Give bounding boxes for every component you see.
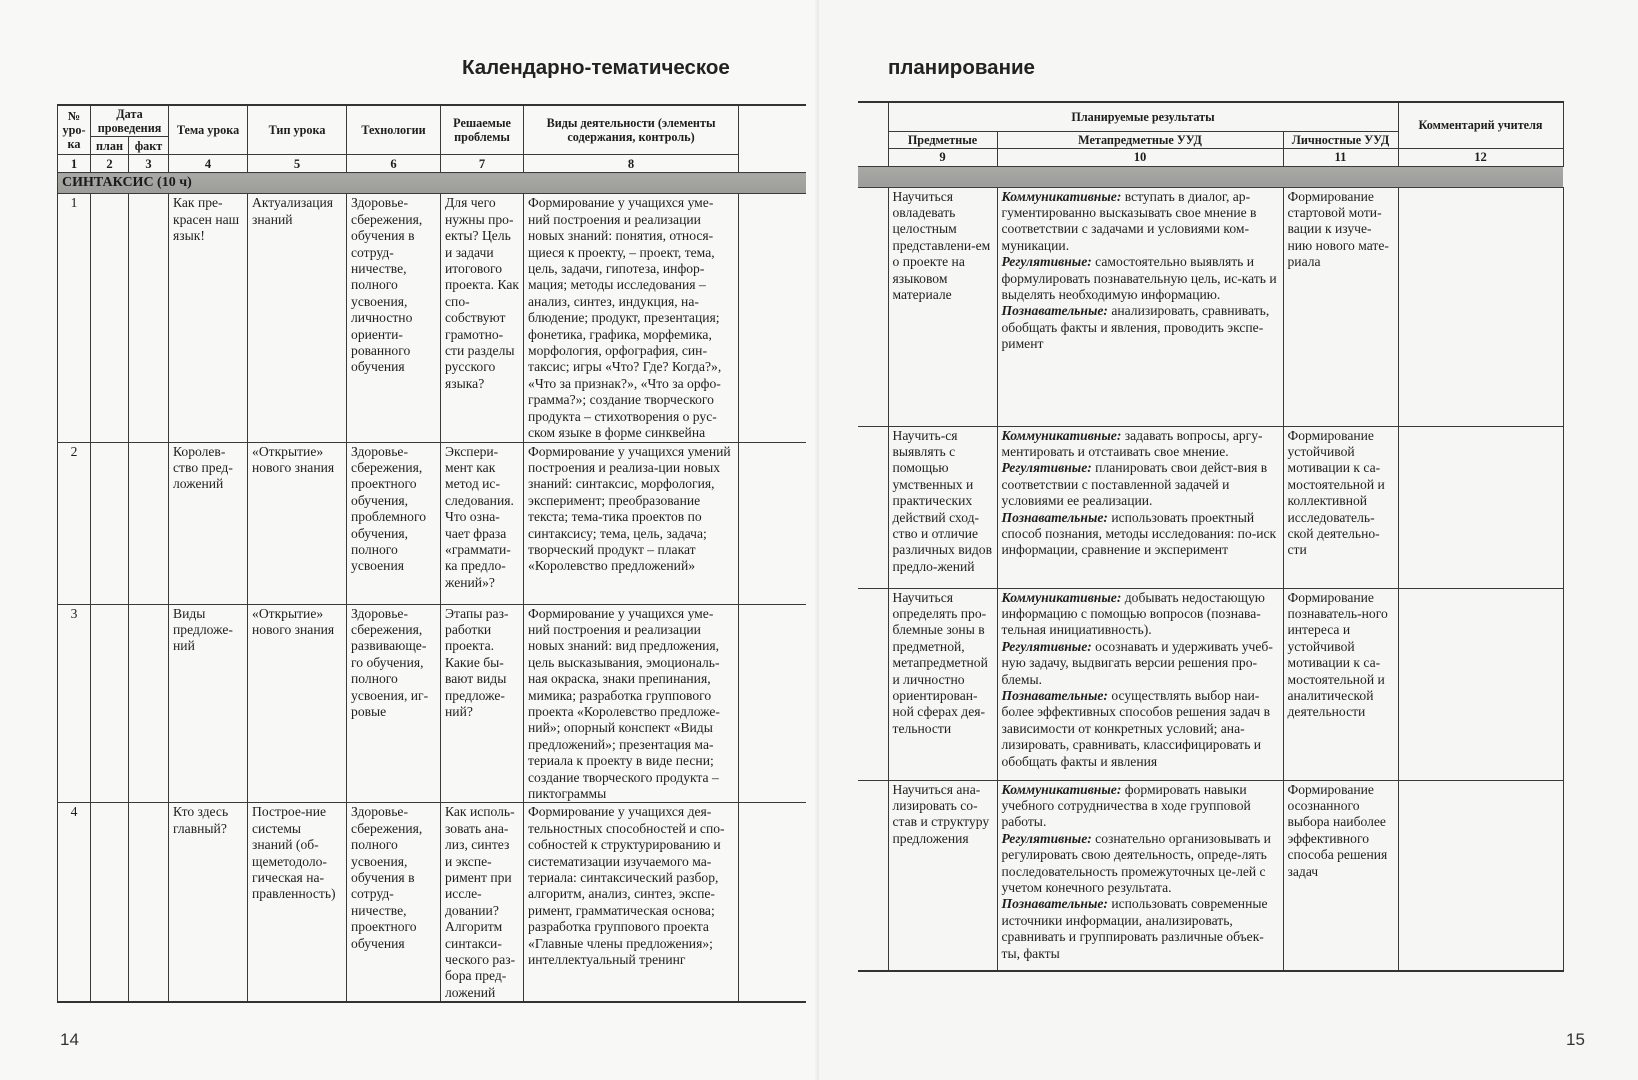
meta-item (1002, 303, 1279, 352)
meta-item (1002, 688, 1279, 770)
header-teacher-comment: Комментарий учителя (1398, 102, 1563, 148)
lesson-topic: Виды предложе-ний (169, 604, 248, 803)
date-plan-cell (91, 803, 129, 1002)
col-number: 6 (347, 155, 441, 173)
meta-item (1002, 428, 1279, 461)
lesson-activities: Формирование у учащихся уме-ний построения и реализации новых знаний: вид предложения, цель высказывания, эмоциональ-ная окраска, знаки препинания, мимика; разработка группового проекта «Королевство предложе-ний»; опорный конспект «Виды предложений»; презентация ма-териала к проекту в виде песни; создание творческого продукта – пиктограммы (524, 604, 739, 803)
lesson-technologies: Здоровье-сбережения, проектного обучения, проблемного обучения, полного усвоения (347, 442, 441, 604)
lesson-activities: Формирование у учащихся уме-ний построения и реализации новых знаний: понятия, относя-щиеся к проекту, – проект, тема, цель, задачи, гипотеза, инфор-мация; методы исследования – анализ, синтез, индукция, на-блюдение; продукт, презентация; фонетика, графика, морфемика, морфология, орфография, син-таксис; игры «Что? Где? Когда?», «Что за признак?», «Что за орфо-грамма?»; создание творческого продукта – стихотворения о рус-ском языке в форме синквейна (524, 194, 739, 442)
meta-text: использовать современные источники информации, анализировать, сравнивать и группировать различные объек-ты, факты (1001, 896, 1268, 961)
meta-item (1002, 782, 1279, 831)
teacher-comment (1398, 426, 1563, 588)
header-spacer (739, 105, 806, 173)
page-number-right: 15 (1566, 1030, 1585, 1049)
lesson-technologies: Здоровье-сбережения, развивающе-го обучения, полного усвоения, иг-ровые (347, 604, 441, 803)
meta-result (997, 588, 1283, 780)
meta-item (1002, 510, 1279, 559)
meta-label: Регулятивные: (1001, 254, 1092, 270)
lesson-number: 1 (58, 194, 91, 442)
section-bar (858, 166, 1563, 187)
section-row (858, 166, 1563, 187)
date-plan-cell (91, 604, 129, 803)
col-number: 3 (129, 155, 169, 173)
meta-label: Коммуникативные: (1001, 188, 1122, 204)
meta-text: формировать навыки учебного сотрудничества в ходе групповой работы. (1001, 781, 1251, 830)
meta-label: Коммуникативные: (1001, 781, 1122, 797)
meta-label: Коммуникативные: (1001, 427, 1122, 443)
lesson-plan-table-left (57, 104, 806, 1003)
header-topic: Тема урока (169, 105, 248, 155)
personal-result: Формирование познаватель-ного интереса и устойчивой мотивации к са-мостоятельной и аналитической деятельности (1283, 588, 1398, 780)
table-row (858, 187, 1563, 426)
lesson-type: «Открытие» нового знания (248, 604, 347, 803)
header-lesson-number: № уро-ка (58, 105, 91, 155)
teacher-comment (1398, 588, 1563, 780)
meta-text: вступать в диалог, ар-гументированно высказывать свое мнение в соответствии с задачами и условиями ком-муникации. (1001, 188, 1257, 253)
header-fact: факт (129, 137, 169, 155)
date-fact-cell (129, 194, 169, 442)
empty-cell (739, 803, 806, 1002)
meta-text: сознательно организовывать и регулировать свою деятельность, опреде-лять последовательность промежуточных це-лей с учетом конечного результата. (1001, 830, 1271, 895)
title-part-left: Календарно-тематическое (462, 56, 730, 79)
subject-result: Научиться овладевать целостным представлени-ем о проекте на языковом материале (888, 187, 997, 426)
lesson-topic: Королев-ство пред-ложений (169, 442, 248, 604)
lesson-problems: Этапы раз-работки проекта. Какие бы-вают виды предложе-ний? (441, 604, 524, 803)
meta-label: Познавательные: (1001, 687, 1108, 703)
page-number-left: 14 (60, 1030, 79, 1049)
lesson-problems: Для чего нужны про-екты? Цель и задачи итогового проекта. Как спо-собствуют грамотно-сти разделы русского языка? (441, 194, 524, 442)
empty-cell (739, 194, 806, 442)
header-planned-results: Планируемые результаты (888, 102, 1398, 131)
meta-label: Регулятивные: (1001, 830, 1092, 846)
lesson-type: «Открытие» нового знания (248, 442, 347, 604)
empty-cell (858, 187, 888, 426)
personal-result: Формирование устойчивой мотивации к са-мостоятельной и коллективной исследователь-ской деятельно-сти (1283, 426, 1398, 588)
col-number: 10 (997, 148, 1283, 166)
meta-label: Коммуникативные: (1001, 589, 1122, 605)
meta-text: анализировать, сравнивать, обобщать факты и явления, проводить экспе-римент (1001, 303, 1270, 352)
meta-item (1002, 590, 1279, 639)
teacher-comment (1398, 780, 1563, 971)
lesson-type: Актуализация знаний (248, 194, 347, 442)
col-number: 12 (1398, 148, 1563, 166)
table-row (58, 803, 806, 1002)
meta-text: планировать свои дейст-вия в соответствии с поставленной задачей и условиями ее реализации. (1001, 460, 1268, 509)
header-technologies: Технологии (347, 105, 441, 155)
subject-result: Научиться определять про-блемные зоны в предметной, метапредметной и личностно ориентирован-ной сферах дея-тельности (888, 588, 997, 780)
header-subject-results: Предметные (888, 131, 997, 148)
date-plan-cell (91, 442, 129, 604)
meta-result (997, 780, 1283, 971)
lesson-technologies: Здоровье-сбережения, полного усвоения, обучения в сотруд-ничестве, проектного обучения (347, 803, 441, 1002)
header-personal-results: Личностные УУД (1283, 131, 1398, 148)
table-row (58, 194, 806, 442)
header-activities: Виды деятельности (элементы содержания, контроль) (524, 105, 739, 155)
header-date: Дата проведения (91, 105, 169, 137)
empty-cell (739, 604, 806, 803)
col-number: 9 (888, 148, 997, 166)
lesson-problems: Экспери-мент как метод ис-следования. Что озна-чает фраза «граммати-ка предло-жений»? (441, 442, 524, 604)
meta-text: использовать проектный способ познания, методы исследования: по-иск информации, сравнение и эксперимент (1001, 509, 1277, 558)
lesson-topic: Как пре-красен наш язык! (169, 194, 248, 442)
lesson-number: 4 (58, 803, 91, 1002)
meta-item (1002, 896, 1279, 962)
empty-cell (858, 588, 888, 780)
col-number: 2 (91, 155, 129, 173)
meta-item (1002, 460, 1279, 509)
personal-result: Формирование осознанного выбора наиболее эффективного способа решения задач (1283, 780, 1398, 971)
col-number: 4 (169, 155, 248, 173)
meta-text: осознавать и удерживать учеб-ную задачу, выдвигать версии решения про-блемы. (1001, 638, 1273, 687)
meta-text: задавать вопросы, аргу-ментировать и отстаивать свое мнение. (1001, 427, 1263, 459)
title-part-right: планирование (888, 56, 1035, 79)
lesson-plan-table-right (858, 101, 1564, 972)
meta-label: Познавательные: (1001, 303, 1108, 319)
lesson-number: 3 (58, 604, 91, 803)
col-number: 1 (58, 155, 91, 173)
lesson-technologies: Здоровье-сбережения, обучения в сотруд-ничестве, полного усвоения, личностно ориенти-рованного обучения (347, 194, 441, 442)
meta-text: осуществлять выбор наи-более эффективных способов решения задач в зависимости от конкретных условий; ана-лизировать, сравнивать, классифицировать и обобщать факты и явления (1001, 687, 1271, 769)
lesson-type: Построе-ние системы знаний (об-щеметодоло-гическая на-правленность) (248, 803, 347, 1002)
header-plan: план (91, 137, 129, 155)
meta-item (1002, 189, 1279, 255)
header-spacer (858, 102, 888, 166)
table-row (858, 426, 1563, 588)
table-row (858, 780, 1563, 971)
personal-result: Формирование стартовой моти-вации к изуче-нию нового мате-риала (1283, 187, 1398, 426)
lesson-topic: Кто здесь главный? (169, 803, 248, 1002)
section-title: СИНТАКСИС (10 ч) (58, 173, 806, 194)
meta-result (997, 187, 1283, 426)
meta-item (1002, 254, 1279, 303)
col-number: 5 (248, 155, 347, 173)
lesson-number: 2 (58, 442, 91, 604)
col-number: 7 (441, 155, 524, 173)
lesson-activities: Формирование у учащихся умений построения и реализа-ции новых знаний: синтаксис, морфология, эксперимент; преобразование текста; тема-тика проектов по синтаксису; тема, цель, задача; творческий продукт – плакат «Королевство предложений» (524, 442, 739, 604)
meta-text: самостоятельно выявлять и формулировать познавательную цель, ис-кать и выделять необходимую информацию. (1001, 254, 1277, 302)
date-fact-cell (129, 442, 169, 604)
meta-result (997, 426, 1283, 588)
col-number: 11 (1283, 148, 1398, 166)
meta-label: Регулятивные: (1001, 638, 1092, 654)
lesson-activities: Формирование у учащихся дея-тельностных способностей и спо-собностей к структурированию и систематизации изучаемого ма-териала: синтаксический разбор, алгоритм, анализ, синтез, экспе-римент, грамматическая основа; разработка группового проекта «Главные члены предложения»; интеллектуальный тренинг (524, 803, 739, 1002)
empty-cell (858, 780, 888, 971)
date-fact-cell (129, 604, 169, 803)
table-row (58, 442, 806, 604)
lesson-problems: Как исполь-зовать ана-лиз, синтез и экспе-римент при иссле-довании? Алгоритм синтакси-ческого раз-бора пред-ложений (441, 803, 524, 1002)
subject-result: Научить-ся выявлять с помощью умственных и практических действий сход-ство и отличие различных видов предло-жений (888, 426, 997, 588)
meta-text: добывать недостающую информацию с помощью вопросов (познава-тельная инициативность). (1001, 589, 1265, 638)
section-row (58, 173, 806, 194)
meta-label: Познавательные: (1001, 509, 1108, 525)
teacher-comment (1398, 187, 1563, 426)
empty-cell (739, 442, 806, 604)
header-meta-results: Метапредметные УУД (997, 131, 1283, 148)
meta-label: Познавательные: (1001, 896, 1108, 912)
date-fact-cell (129, 803, 169, 1002)
table-row (858, 588, 1563, 780)
header-problems: Решаемые проблемы (441, 105, 524, 155)
meta-item (1002, 639, 1279, 688)
header-lesson-type: Тип урока (248, 105, 347, 155)
empty-cell (858, 426, 888, 588)
col-number: 8 (524, 155, 739, 173)
date-plan-cell (91, 194, 129, 442)
table-row (58, 604, 806, 803)
meta-item (1002, 831, 1279, 897)
subject-result: Научиться ана-лизировать со-став и структуру предложения (888, 780, 997, 971)
meta-label: Регулятивные: (1001, 460, 1092, 476)
